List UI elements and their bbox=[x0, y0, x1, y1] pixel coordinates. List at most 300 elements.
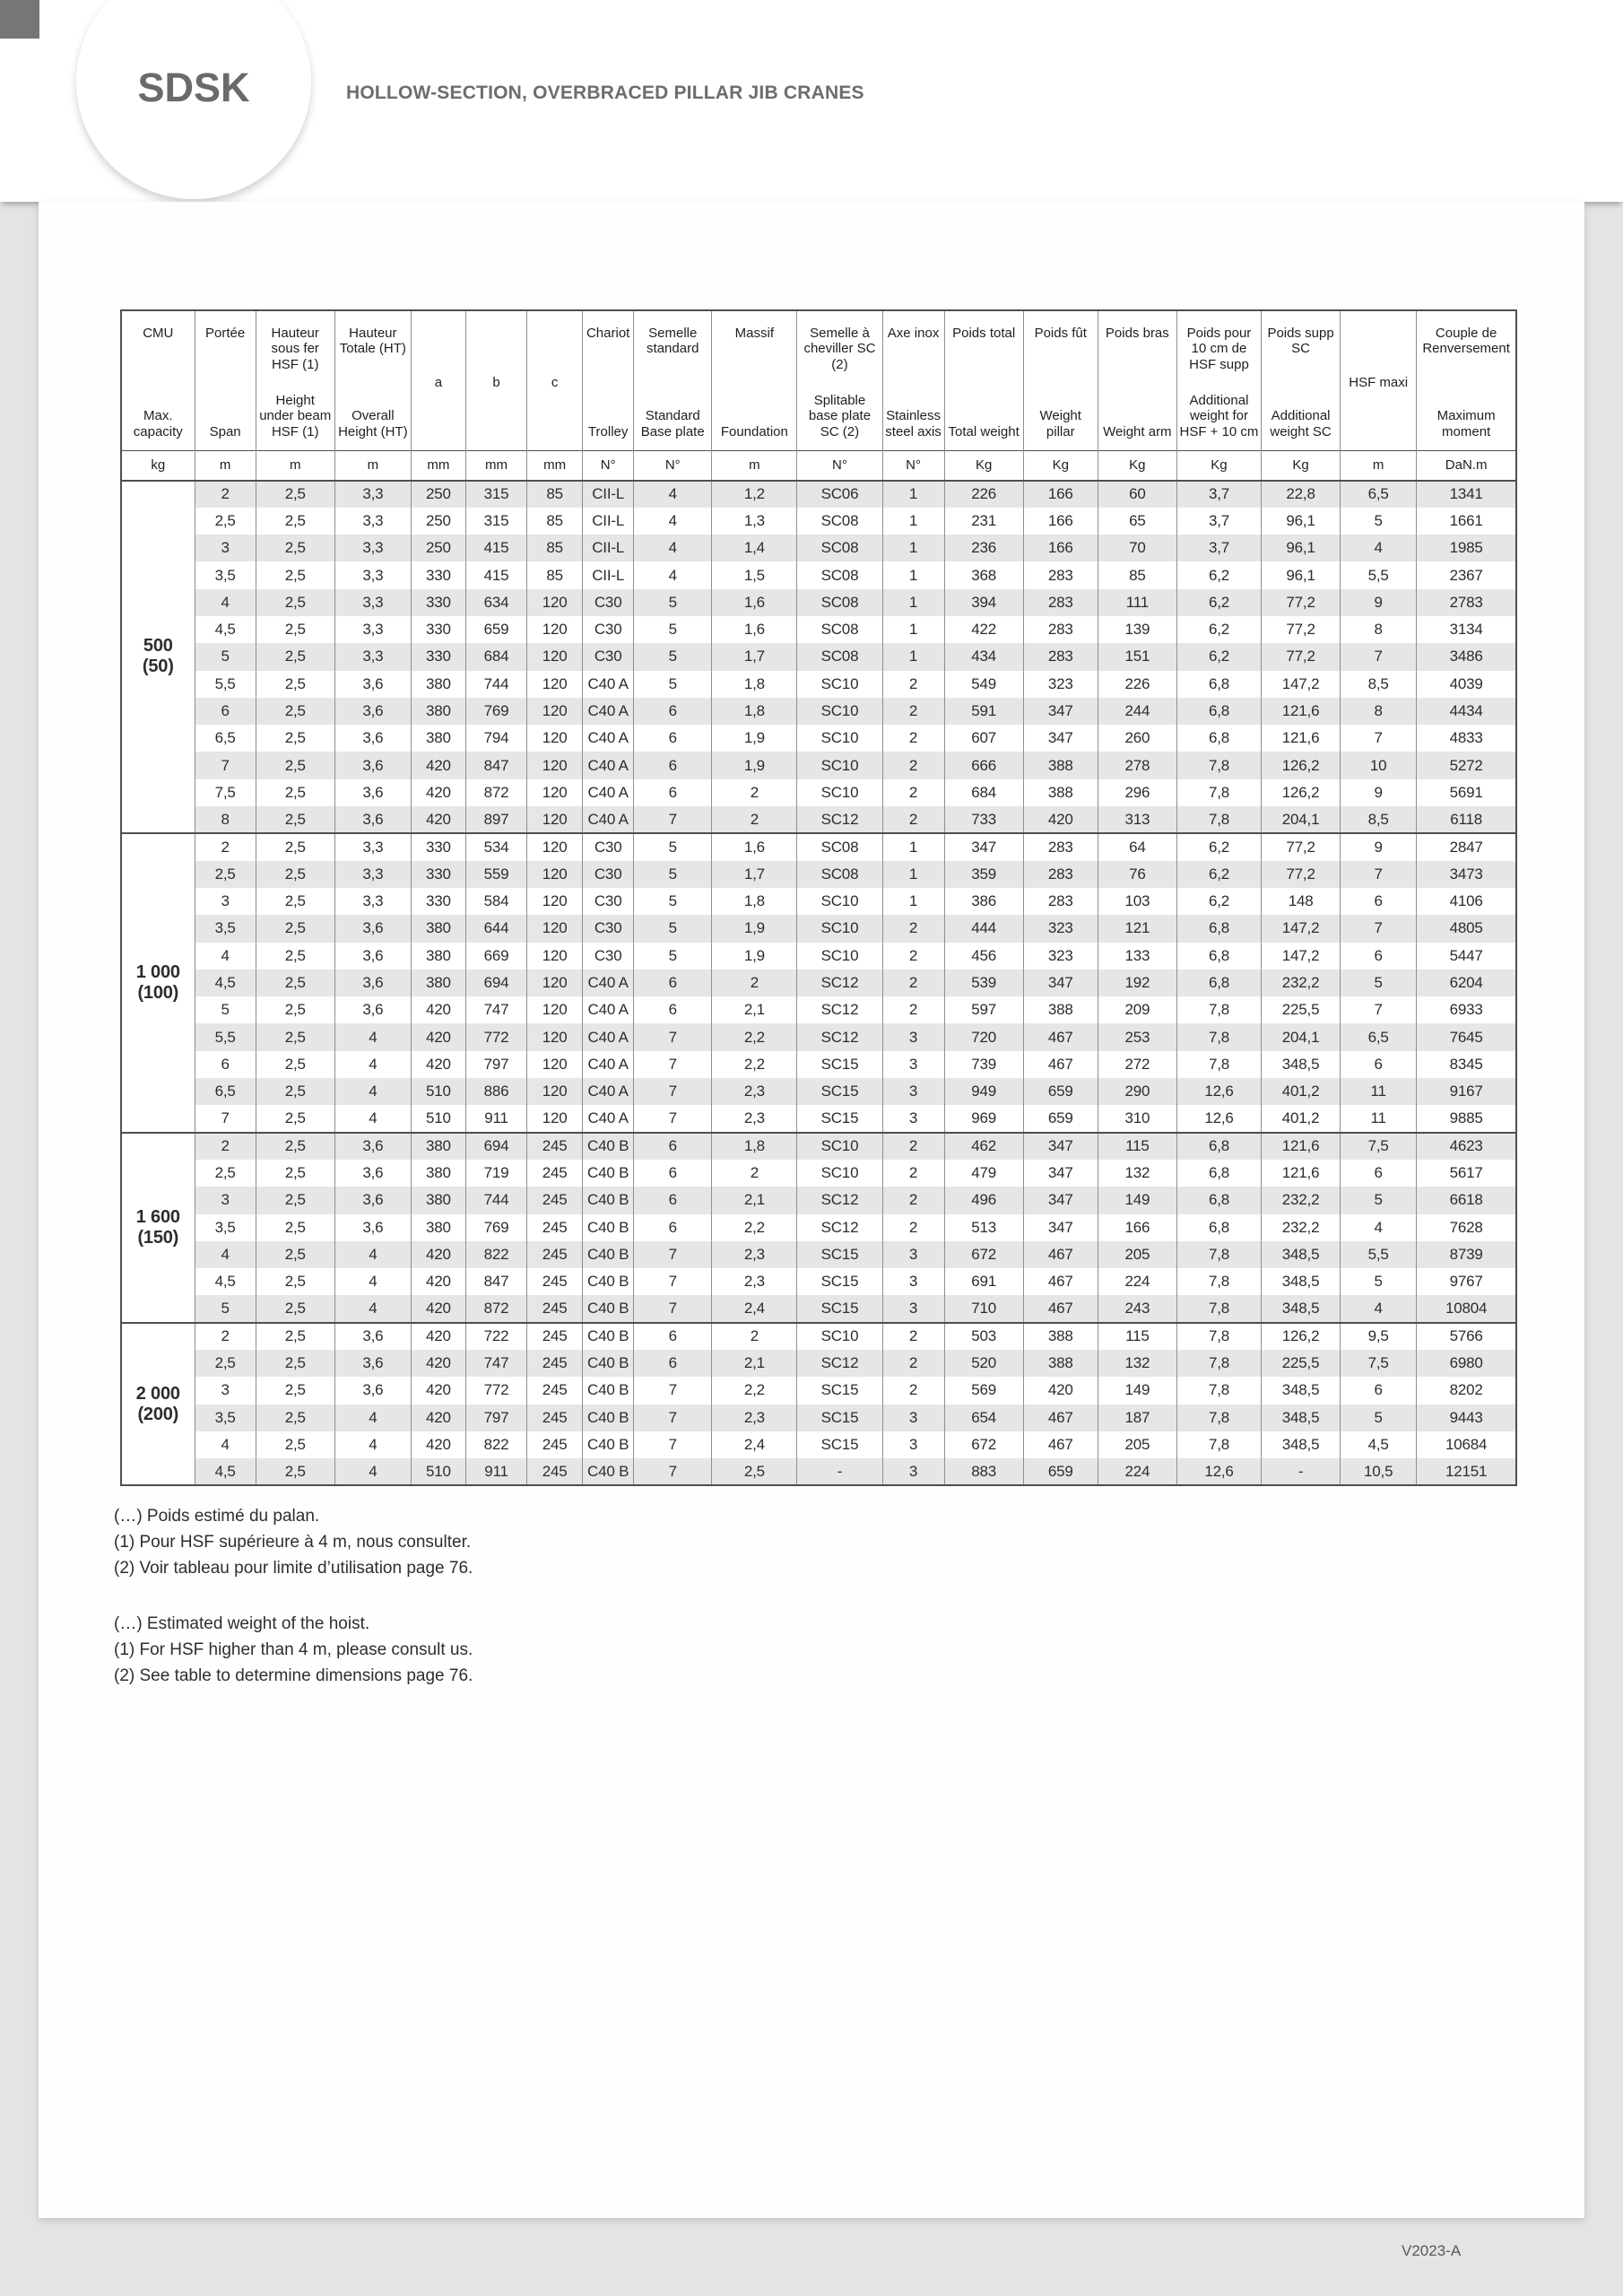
data-cell: 1,4 bbox=[712, 535, 797, 561]
data-cell: 659 bbox=[465, 616, 526, 643]
data-cell: 348,5 bbox=[1262, 1431, 1341, 1458]
data-cell: C30 bbox=[583, 589, 634, 616]
data-cell: 2 bbox=[712, 1323, 797, 1350]
data-cell: 224 bbox=[1098, 1458, 1176, 1485]
data-cell: 6 bbox=[634, 725, 712, 752]
column-header bbox=[256, 310, 334, 451]
corner-accent-square bbox=[0, 0, 39, 39]
data-cell: 2 bbox=[195, 1323, 256, 1350]
data-cell: 245 bbox=[527, 1214, 583, 1241]
data-cell: 772 bbox=[465, 1377, 526, 1404]
data-cell: 347 bbox=[1023, 970, 1098, 996]
data-cell: 6980 bbox=[1417, 1350, 1516, 1377]
data-cell: 3,6 bbox=[334, 943, 411, 970]
data-cell: 120 bbox=[527, 643, 583, 670]
data-cell: 4039 bbox=[1417, 671, 1516, 698]
data-cell: 797 bbox=[465, 1405, 526, 1431]
column-header-fr: Hauteur Totale (HT) bbox=[339, 326, 406, 357]
data-cell: 3,6 bbox=[334, 1377, 411, 1404]
data-cell: 456 bbox=[944, 943, 1023, 970]
data-cell: 6,8 bbox=[1176, 970, 1261, 996]
data-cell: 11 bbox=[1341, 1078, 1417, 1105]
data-cell: 9 bbox=[1341, 589, 1417, 616]
data-cell: C40 B bbox=[583, 1295, 634, 1322]
data-cell: 2,5 bbox=[256, 1241, 334, 1268]
data-cell: 7 bbox=[634, 1268, 712, 1295]
data-cell: 5,5 bbox=[1341, 1241, 1417, 1268]
capacity-sub: (100) bbox=[137, 982, 179, 1003]
data-cell: 166 bbox=[1098, 1214, 1176, 1241]
data-cell: 120 bbox=[527, 698, 583, 725]
data-cell: SC15 bbox=[797, 1051, 882, 1078]
data-cell: 5 bbox=[1341, 1405, 1417, 1431]
data-cell: 149 bbox=[1098, 1187, 1176, 1213]
data-cell: 3 bbox=[882, 1051, 944, 1078]
data-cell: 245 bbox=[527, 1133, 583, 1160]
data-cell: 272 bbox=[1098, 1051, 1176, 1078]
data-cell: 659 bbox=[1023, 1458, 1098, 1485]
data-cell: 120 bbox=[527, 861, 583, 888]
data-cell: 6 bbox=[1341, 1051, 1417, 1078]
data-cell: 3473 bbox=[1417, 861, 1516, 888]
data-cell: 2 bbox=[882, 1323, 944, 1350]
table-row bbox=[121, 561, 1516, 588]
unit-cell: Kg bbox=[1023, 451, 1098, 481]
column-header-fr: Semelle standard bbox=[647, 326, 699, 357]
data-cell: SC10 bbox=[797, 698, 882, 725]
data-cell: 245 bbox=[527, 1350, 583, 1377]
data-cell: 4 bbox=[334, 1078, 411, 1105]
data-cell: 3,6 bbox=[334, 970, 411, 996]
data-cell: C30 bbox=[583, 833, 634, 860]
data-cell: 6 bbox=[634, 1350, 712, 1377]
data-cell: 236 bbox=[944, 535, 1023, 561]
data-cell: 722 bbox=[465, 1323, 526, 1350]
data-cell: 6 bbox=[1341, 888, 1417, 915]
data-cell: SC08 bbox=[797, 833, 882, 860]
data-cell: 3 bbox=[882, 1431, 944, 1458]
data-cell: 911 bbox=[465, 1458, 526, 1485]
data-cell: 822 bbox=[465, 1241, 526, 1268]
data-cell: 7 bbox=[634, 1405, 712, 1431]
data-cell: 4,5 bbox=[195, 616, 256, 643]
data-cell: 2 bbox=[712, 1160, 797, 1187]
data-cell: SC12 bbox=[797, 1023, 882, 1050]
capacity-group-label bbox=[121, 1323, 195, 1486]
data-cell: 7,8 bbox=[1176, 1431, 1261, 1458]
data-cell: 359 bbox=[944, 861, 1023, 888]
data-cell: 654 bbox=[944, 1405, 1023, 1431]
data-cell: 7 bbox=[1341, 725, 1417, 752]
data-cell: 4434 bbox=[1417, 698, 1516, 725]
data-cell: 6,8 bbox=[1176, 671, 1261, 698]
data-cell: 76 bbox=[1098, 861, 1176, 888]
data-cell: SC10 bbox=[797, 725, 882, 752]
data-cell: 22,8 bbox=[1262, 481, 1341, 508]
data-cell: 388 bbox=[1023, 752, 1098, 778]
data-cell: C30 bbox=[583, 616, 634, 643]
data-cell: 2,5 bbox=[256, 970, 334, 996]
data-cell: 209 bbox=[1098, 996, 1176, 1023]
column-header bbox=[1176, 310, 1261, 451]
data-cell: 323 bbox=[1023, 943, 1098, 970]
unit-cell: Kg bbox=[1176, 451, 1261, 481]
data-cell: 2,5 bbox=[256, 888, 334, 915]
data-cell: 388 bbox=[1023, 779, 1098, 806]
data-cell: 225,5 bbox=[1262, 996, 1341, 1023]
data-cell: 420 bbox=[411, 1405, 465, 1431]
data-cell: 401,2 bbox=[1262, 1105, 1341, 1132]
data-cell: 3,6 bbox=[334, 1133, 411, 1160]
data-cell: C40 B bbox=[583, 1268, 634, 1295]
data-cell: 245 bbox=[527, 1295, 583, 1322]
data-cell: 6618 bbox=[1417, 1187, 1516, 1213]
unit-cell: N° bbox=[634, 451, 712, 481]
data-cell: 245 bbox=[527, 1241, 583, 1268]
data-cell: 420 bbox=[411, 1350, 465, 1377]
data-cell: 3,3 bbox=[334, 481, 411, 508]
data-cell: 121,6 bbox=[1262, 698, 1341, 725]
data-cell: 132 bbox=[1098, 1160, 1176, 1187]
data-cell: C40 B bbox=[583, 1133, 634, 1160]
data-cell: 2 bbox=[882, 1160, 944, 1187]
data-cell: 8202 bbox=[1417, 1377, 1516, 1404]
table-row bbox=[121, 698, 1516, 725]
data-cell: C40 B bbox=[583, 1350, 634, 1377]
data-cell: 659 bbox=[1023, 1105, 1098, 1132]
data-cell: 245 bbox=[527, 1323, 583, 1350]
data-cell: 386 bbox=[944, 888, 1023, 915]
data-cell: 5 bbox=[634, 589, 712, 616]
data-cell: 4 bbox=[334, 1431, 411, 1458]
data-cell: 330 bbox=[411, 861, 465, 888]
data-cell: SC10 bbox=[797, 888, 882, 915]
data-cell: 1,8 bbox=[712, 671, 797, 698]
data-cell: 2,5 bbox=[256, 535, 334, 561]
data-cell: 584 bbox=[465, 888, 526, 915]
data-cell: 2367 bbox=[1417, 561, 1516, 588]
data-cell: 2 bbox=[195, 1133, 256, 1160]
data-cell: 323 bbox=[1023, 671, 1098, 698]
data-cell: 380 bbox=[411, 970, 465, 996]
data-cell: 1 bbox=[882, 589, 944, 616]
table-row bbox=[121, 1105, 1516, 1132]
data-cell: C40 A bbox=[583, 1023, 634, 1050]
data-cell: 2,2 bbox=[712, 1051, 797, 1078]
data-cell: 4,5 bbox=[195, 1268, 256, 1295]
data-cell: 283 bbox=[1023, 589, 1098, 616]
data-cell: 6 bbox=[634, 1187, 712, 1213]
data-cell: 510 bbox=[411, 1078, 465, 1105]
data-cell: 420 bbox=[411, 1241, 465, 1268]
data-cell: 77,2 bbox=[1262, 616, 1341, 643]
data-cell: 434 bbox=[944, 643, 1023, 670]
table-row bbox=[121, 535, 1516, 561]
column-header bbox=[465, 310, 526, 451]
data-cell: 1,8 bbox=[712, 888, 797, 915]
data-cell: SC15 bbox=[797, 1431, 882, 1458]
data-cell: 401,2 bbox=[1262, 1078, 1341, 1105]
data-cell: 283 bbox=[1023, 616, 1098, 643]
table-row bbox=[121, 1214, 1516, 1241]
data-cell: 2,5 bbox=[712, 1458, 797, 1485]
data-cell: 7 bbox=[1341, 996, 1417, 1023]
data-cell: 1 bbox=[882, 508, 944, 535]
data-cell: 510 bbox=[411, 1458, 465, 1485]
data-cell: 347 bbox=[1023, 1160, 1098, 1187]
data-cell: 6118 bbox=[1417, 806, 1516, 833]
data-cell: 10,5 bbox=[1341, 1458, 1417, 1485]
data-cell: 120 bbox=[527, 1078, 583, 1105]
data-cell: 232,2 bbox=[1262, 970, 1341, 996]
data-cell: 669 bbox=[465, 943, 526, 970]
data-cell: 8739 bbox=[1417, 1241, 1516, 1268]
footnote-line: (…) Estimated weight of the hoist. bbox=[114, 1614, 370, 1633]
data-cell: 7 bbox=[634, 1241, 712, 1268]
table-row bbox=[121, 943, 1516, 970]
data-cell: 2,1 bbox=[712, 1350, 797, 1377]
data-cell: 1 bbox=[882, 561, 944, 588]
table-row bbox=[121, 725, 1516, 752]
data-cell: 2,5 bbox=[256, 1051, 334, 1078]
data-cell: 4106 bbox=[1417, 888, 1516, 915]
column-header bbox=[1417, 310, 1516, 451]
column-header-fr: Massif bbox=[734, 326, 775, 341]
data-cell: 467 bbox=[1023, 1051, 1098, 1078]
data-cell: 2,5 bbox=[256, 1295, 334, 1322]
unit-cell: mm bbox=[465, 451, 526, 481]
data-cell: 7,8 bbox=[1176, 1405, 1261, 1431]
data-cell: 7,8 bbox=[1176, 1295, 1261, 1322]
data-cell: C40 A bbox=[583, 779, 634, 806]
data-cell: 6,2 bbox=[1176, 616, 1261, 643]
data-cell: 120 bbox=[527, 616, 583, 643]
unit-cell: Kg bbox=[1098, 451, 1176, 481]
data-cell: 1,2 bbox=[712, 481, 797, 508]
data-cell: 9885 bbox=[1417, 1105, 1516, 1132]
data-cell: 415 bbox=[465, 535, 526, 561]
data-cell: 4 bbox=[334, 1241, 411, 1268]
data-cell: 348,5 bbox=[1262, 1241, 1341, 1268]
column-header bbox=[527, 310, 583, 451]
column-header-en: Stainless steel axis bbox=[885, 408, 942, 439]
data-cell: SC12 bbox=[797, 1214, 882, 1241]
column-header-fr: Axe inox bbox=[887, 326, 940, 341]
data-cell: 3 bbox=[195, 1187, 256, 1213]
data-cell: 2,5 bbox=[256, 561, 334, 588]
data-cell: 166 bbox=[1023, 481, 1098, 508]
data-cell: 4 bbox=[334, 1295, 411, 1322]
data-cell: 245 bbox=[527, 1187, 583, 1213]
data-cell: 380 bbox=[411, 1160, 465, 1187]
data-cell: 231 bbox=[944, 508, 1023, 535]
data-cell: SC15 bbox=[797, 1295, 882, 1322]
data-cell: 4623 bbox=[1417, 1133, 1516, 1160]
data-cell: 2,3 bbox=[712, 1405, 797, 1431]
column-header bbox=[583, 310, 634, 451]
data-cell: 415 bbox=[465, 561, 526, 588]
data-cell: 126,2 bbox=[1262, 779, 1341, 806]
data-cell: 313 bbox=[1098, 806, 1176, 833]
data-cell: 2,5 bbox=[256, 1350, 334, 1377]
data-cell: SC10 bbox=[797, 943, 882, 970]
unit-cell: Kg bbox=[1262, 451, 1341, 481]
data-cell: 8,5 bbox=[1341, 671, 1417, 698]
data-cell: SC08 bbox=[797, 535, 882, 561]
data-cell: 462 bbox=[944, 1133, 1023, 1160]
data-cell: 4 bbox=[1341, 535, 1417, 561]
data-cell: 2,5 bbox=[256, 996, 334, 1023]
capacity-value: 500 bbox=[143, 636, 173, 657]
data-cell: 513 bbox=[944, 1214, 1023, 1241]
data-cell: 120 bbox=[527, 970, 583, 996]
data-cell: 467 bbox=[1023, 1023, 1098, 1050]
data-cell: 2,5 bbox=[195, 861, 256, 888]
column-header bbox=[1098, 310, 1176, 451]
data-cell: 6 bbox=[195, 698, 256, 725]
data-cell: 380 bbox=[411, 671, 465, 698]
unit-cell: mm bbox=[527, 451, 583, 481]
data-cell: 4,5 bbox=[1341, 1431, 1417, 1458]
data-cell: 420 bbox=[411, 752, 465, 778]
data-cell: 2,1 bbox=[712, 1187, 797, 1213]
data-cell: 388 bbox=[1023, 1350, 1098, 1377]
column-header-en: Additional weight SC bbox=[1270, 408, 1332, 439]
table-row bbox=[121, 1187, 1516, 1213]
data-cell: 1 bbox=[882, 535, 944, 561]
data-cell: 684 bbox=[465, 643, 526, 670]
column-header bbox=[634, 310, 712, 451]
data-cell: 420 bbox=[411, 779, 465, 806]
data-cell: C30 bbox=[583, 643, 634, 670]
data-cell: 120 bbox=[527, 833, 583, 860]
data-cell: 121,6 bbox=[1262, 1160, 1341, 1187]
unit-cell: N° bbox=[583, 451, 634, 481]
data-cell: 3 bbox=[882, 1023, 944, 1050]
table-row bbox=[121, 1431, 1516, 1458]
data-cell: C30 bbox=[583, 888, 634, 915]
data-cell: C40 B bbox=[583, 1323, 634, 1350]
data-cell: 4 bbox=[334, 1051, 411, 1078]
data-cell: 6933 bbox=[1417, 996, 1516, 1023]
data-cell: 120 bbox=[527, 752, 583, 778]
data-cell: C40 A bbox=[583, 1078, 634, 1105]
data-cell: 147,2 bbox=[1262, 671, 1341, 698]
data-cell: SC08 bbox=[797, 616, 882, 643]
data-cell: 5 bbox=[634, 671, 712, 698]
data-cell: 467 bbox=[1023, 1268, 1098, 1295]
data-cell: C40 B bbox=[583, 1241, 634, 1268]
table-row bbox=[121, 1405, 1516, 1431]
data-cell: 2 bbox=[712, 779, 797, 806]
data-cell: 747 bbox=[465, 996, 526, 1023]
data-cell: 115 bbox=[1098, 1133, 1176, 1160]
unit-cell: m bbox=[256, 451, 334, 481]
data-cell: 7,8 bbox=[1176, 1051, 1261, 1078]
data-cell: 232,2 bbox=[1262, 1214, 1341, 1241]
data-cell: 120 bbox=[527, 725, 583, 752]
data-cell: 260 bbox=[1098, 725, 1176, 752]
data-cell: 244 bbox=[1098, 698, 1176, 725]
data-cell: 166 bbox=[1023, 535, 1098, 561]
column-header-row bbox=[121, 310, 1516, 451]
data-cell: 10804 bbox=[1417, 1295, 1516, 1322]
data-cell: 120 bbox=[527, 671, 583, 698]
data-cell: 607 bbox=[944, 725, 1023, 752]
capacity-sub: (200) bbox=[137, 1404, 179, 1424]
data-cell: 225,5 bbox=[1262, 1350, 1341, 1377]
data-cell: 12,6 bbox=[1176, 1105, 1261, 1132]
data-cell: 7 bbox=[634, 1078, 712, 1105]
table-row bbox=[121, 1350, 1516, 1377]
unit-cell: DaN.m bbox=[1417, 451, 1516, 481]
data-cell: 847 bbox=[465, 1268, 526, 1295]
table-row bbox=[121, 833, 1516, 860]
data-cell: 368 bbox=[944, 561, 1023, 588]
data-cell: 420 bbox=[411, 1323, 465, 1350]
data-cell: 6,8 bbox=[1176, 698, 1261, 725]
data-cell: 380 bbox=[411, 943, 465, 970]
data-cell: 2 bbox=[882, 943, 944, 970]
data-cell: 720 bbox=[944, 1023, 1023, 1050]
data-cell: 7,5 bbox=[1341, 1133, 1417, 1160]
data-cell: 2,5 bbox=[256, 1405, 334, 1431]
data-cell: 77,2 bbox=[1262, 589, 1341, 616]
data-cell: 77,2 bbox=[1262, 861, 1341, 888]
footnote-line: (1) For HSF higher than 4 m, please consult us. bbox=[114, 1640, 473, 1659]
data-cell: 120 bbox=[527, 943, 583, 970]
data-cell: 6,2 bbox=[1176, 888, 1261, 915]
data-cell: 85 bbox=[527, 535, 583, 561]
data-cell: 6204 bbox=[1417, 970, 1516, 996]
data-cell: 394 bbox=[944, 589, 1023, 616]
data-cell: 111 bbox=[1098, 589, 1176, 616]
data-cell: 7 bbox=[634, 1105, 712, 1132]
data-cell: 847 bbox=[465, 752, 526, 778]
data-cell: 139 bbox=[1098, 616, 1176, 643]
data-cell: 5 bbox=[634, 643, 712, 670]
data-cell: 883 bbox=[944, 1458, 1023, 1485]
data-cell: 467 bbox=[1023, 1295, 1098, 1322]
data-cell: 1,8 bbox=[712, 1133, 797, 1160]
data-cell: 77,2 bbox=[1262, 643, 1341, 670]
data-cell: 3,3 bbox=[334, 861, 411, 888]
data-cell: 6 bbox=[634, 1323, 712, 1350]
data-cell: 3,7 bbox=[1176, 508, 1261, 535]
data-cell: 7,8 bbox=[1176, 996, 1261, 1023]
capacity-value: 2 000 bbox=[135, 1383, 180, 1404]
data-cell: 3,3 bbox=[334, 643, 411, 670]
data-cell: 4 bbox=[634, 561, 712, 588]
table-row bbox=[121, 481, 1516, 508]
data-cell: 380 bbox=[411, 725, 465, 752]
table-row bbox=[121, 861, 1516, 888]
data-cell: 2,3 bbox=[712, 1105, 797, 1132]
data-cell: 8 bbox=[1341, 616, 1417, 643]
data-cell: SC15 bbox=[797, 1405, 882, 1431]
data-cell: 1,9 bbox=[712, 915, 797, 942]
data-cell: 6,8 bbox=[1176, 1214, 1261, 1241]
data-cell: 559 bbox=[465, 861, 526, 888]
data-cell: C40 A bbox=[583, 806, 634, 833]
data-cell: 2,5 bbox=[256, 508, 334, 535]
data-cell: 3 bbox=[882, 1295, 944, 1322]
column-header-fr: Portée bbox=[205, 326, 246, 341]
data-cell: 2,3 bbox=[712, 1078, 797, 1105]
data-cell: 6 bbox=[634, 1214, 712, 1241]
data-cell: SC08 bbox=[797, 861, 882, 888]
data-cell: 151 bbox=[1098, 643, 1176, 670]
